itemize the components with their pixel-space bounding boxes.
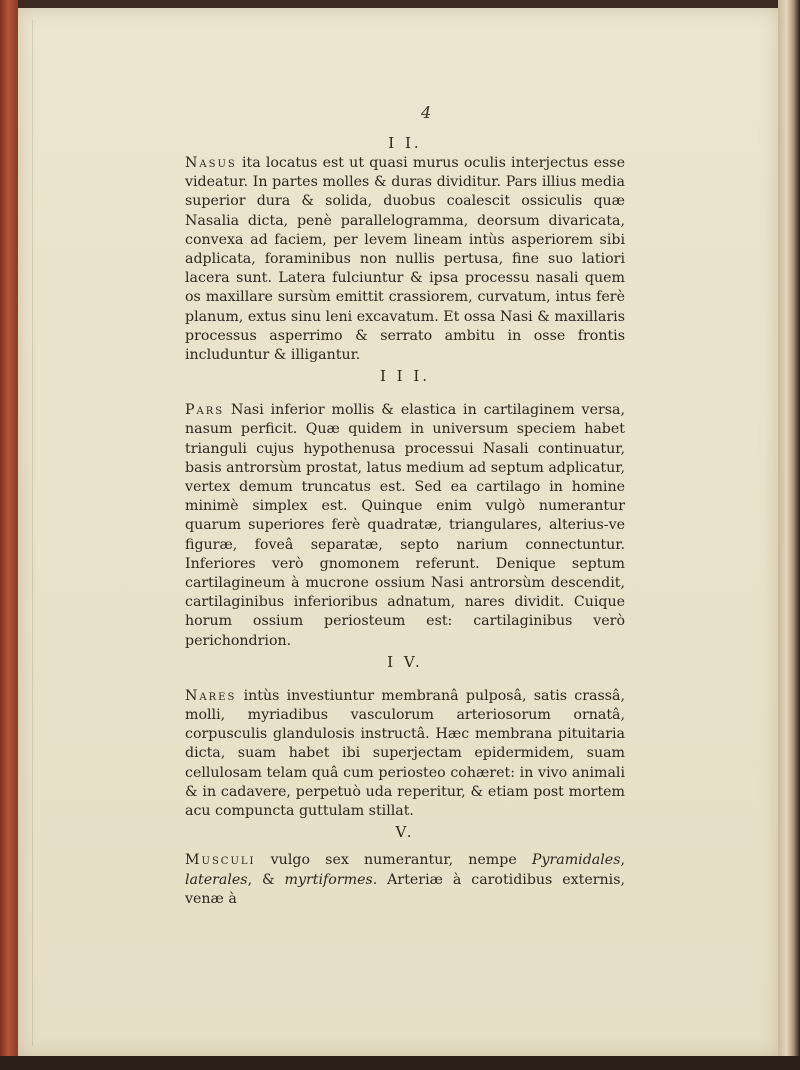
paragraph-lead: Nares (185, 687, 237, 704)
paragraph (185, 687, 625, 821)
section-heading: I I. (388, 134, 422, 152)
book-binding-left (0, 0, 18, 1070)
paragraph-italic: myrtiformes (284, 871, 373, 888)
paragraph-italic: Pyramidales (531, 852, 621, 869)
section-heading: I I I. (379, 367, 431, 386)
page-text (185, 100, 625, 931)
book-binding-right (778, 0, 800, 1070)
paragraph-text: ita locatus est ut quasi murus oculis interjectus esse videatur. In partes molles & duras dividitur. Pars illius media superior dura & solida, duobus coalescit ossiculis quæ Nasalia dicta, penè parallelogramma, deorsum divaricata, convexa ad faciem, per levem lineam intùs asperiorem sibi adplicata, foraminibus non nullis pertusa, fine suo latiori lacera sunt. Latera fulciuntur & ipsa processu nasali quem os maxillare sursùm emittit crassiorem, curvatum, intus ferè planum, extus sinu leni excavatum. Et ossa Nasi & maxillaris processus asperrimo & serrato ambitu in osse frontis includuntur & illigantur. (185, 155, 625, 364)
book-bottom-edge (0, 1056, 800, 1070)
paragraph-lead: Musculi (185, 852, 256, 869)
paragraph-text: Nasi inferior mollis & elastica in cartilaginem versa, nasum perficit. Quæ quidem in universum speciem habet trianguli cujus hypothenusa processui Nasali continuatur, basis antrorsùm prostat, latus medium ad septum adplicatur, vertex demum truncatus est. Sed ea cartilago in homine minimè simplex est. Quinque enim vulgò numerantur quarum superiores ferè quadratæ, triangulares, alterius-ve figuræ, foveâ separatæ, septo narium connectuntur. Inferiores verò gnomonem referunt. Denique septum cartilagineum à mucrone ossium Nasi antrorsùm descendit, cartilaginibus inferioribus adnatum, nares dividit. Cuique horum ossium periosteum est: cartilaginibus verò perichondrion. (185, 402, 625, 649)
paragraph-italic: laterales (185, 871, 248, 888)
paragraph-text: . Arteriæ à carotidibus externis, venæ à (185, 871, 625, 907)
paragraph (185, 154, 625, 365)
spacer (185, 100, 625, 132)
paragraph-text: intùs investiuntur membranâ pulposâ, satis crassâ, molli, myriadibus vasculorum arteriosorum ornatâ, corpusculis glandulosis instructâ. Hæc membrana pituitaria dicta, suam habet ibi superjectam epidermidem, suam cellulosam telam quâ cum periosteo cohæret: in vivo animali & in cadavere, perpetuò uda reperitur, & etiam post mortem acu compuncta guttulam stillat. (185, 687, 625, 820)
paragraph-text: , (620, 852, 625, 869)
page-number: 4 (421, 103, 432, 122)
paragraph-lead: Pars (185, 402, 225, 419)
paragraph-text: , & (247, 871, 285, 888)
section-heading: V. (395, 823, 415, 842)
section-heading: I V. (387, 652, 423, 671)
paragraph (185, 401, 625, 651)
paragraph (185, 851, 625, 909)
paragraph-text: vulgo sex numerantur, nempe (255, 852, 532, 869)
paragraph-lead: Nasus (185, 155, 237, 171)
